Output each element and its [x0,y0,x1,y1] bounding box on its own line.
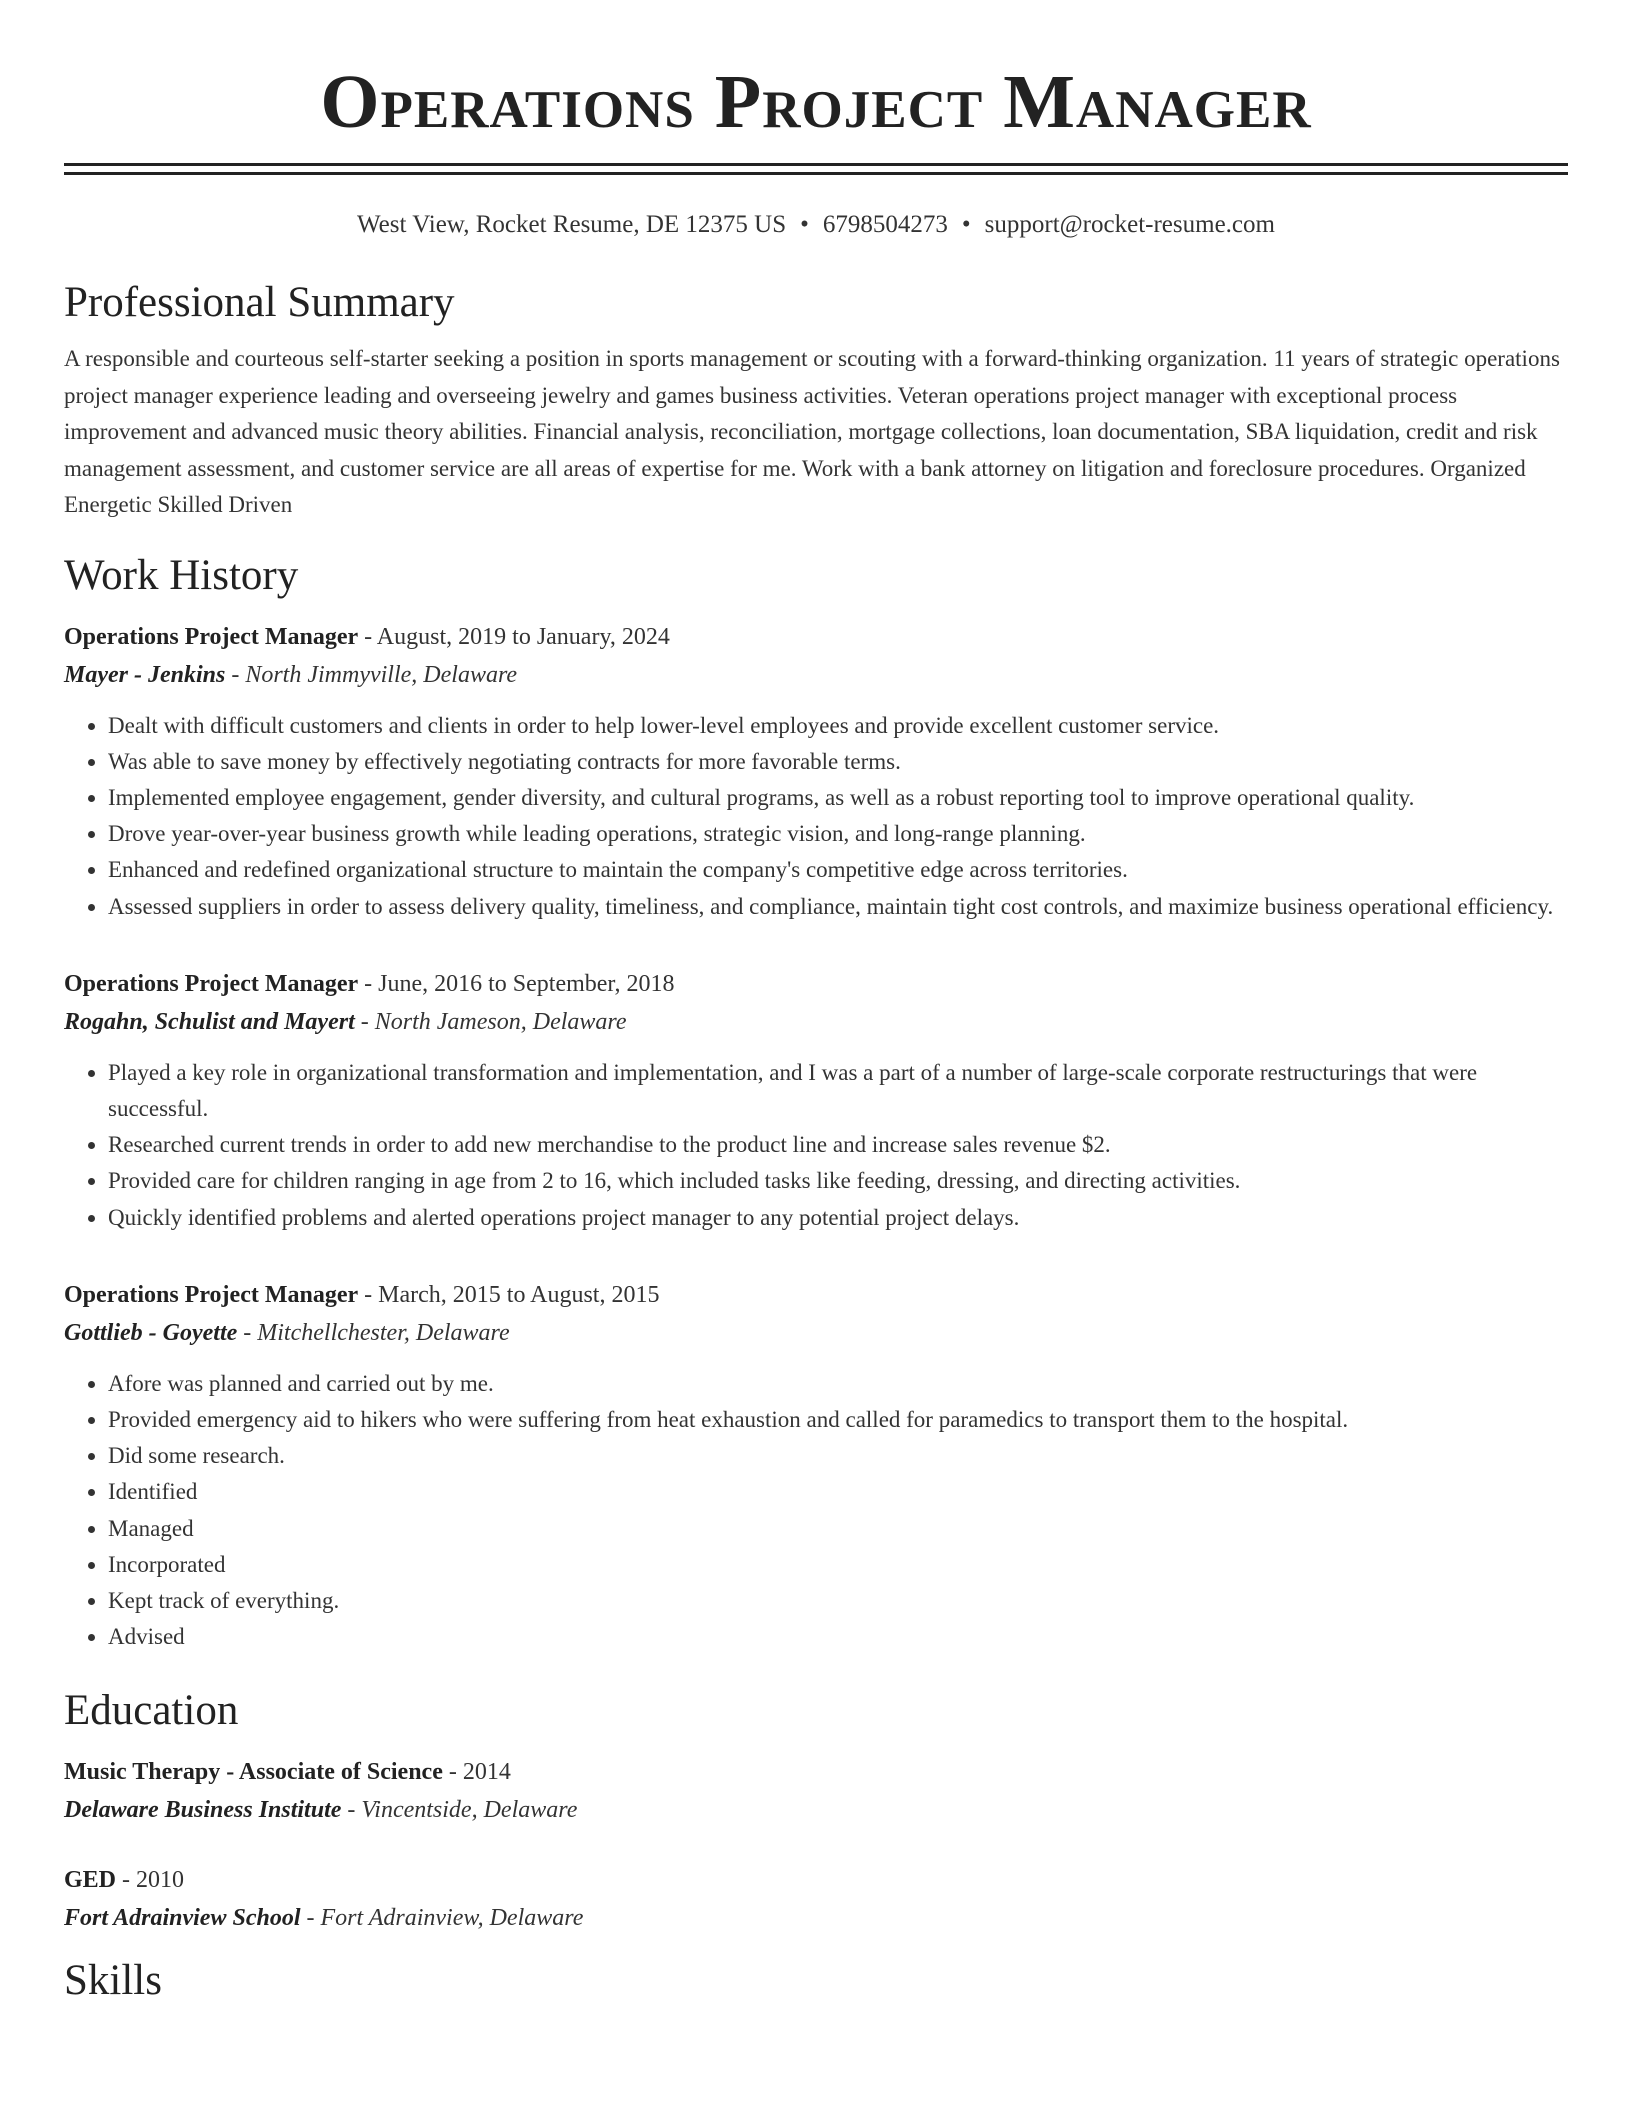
job-bullet: • Afore was planned and carried out by me. [108,1366,1568,1402]
job-bullet: • Researched current trends in order to add new merchandise to the product line and increase sales revenue $2. [108,1127,1568,1163]
education-heading: Education [64,1687,239,1735]
education-degree-line [64,1753,1568,1791]
education-entry [64,1861,1568,1937]
job-bullet: • Quickly identified problems and alerted operations project manager to any potential project delays. [108,1200,1568,1236]
work-history-heading: Work History [64,551,299,599]
job-entry [64,965,1568,1236]
contact-separator: • [800,211,809,238]
job-company: Rogahn, Schulist and Mayert [64,1008,355,1035]
contact-email: support@rocket-resume.com [984,211,1275,238]
job-role-line [64,1276,1568,1314]
job-bullet-list [64,708,1568,925]
education-year: - 2010 [116,1867,185,1894]
job-entry [64,618,1568,925]
contact-phone: 6798504273 [822,211,948,238]
skills-heading: Skills [64,1957,162,2005]
contact-separator: • [961,211,971,238]
job-company-line [64,1314,1568,1352]
education-school: Fort Adrainview School [64,1905,301,1932]
job-bullet: • Enhanced and redefined organizational structure to maintain the company's competitive edge across territories. [108,852,1568,888]
job-dates: - June, 2016 to September, 2018 [358,970,675,997]
education-school-line [64,1791,1568,1829]
contact-address: West View, Rocket Resume, DE 12375 US [357,211,787,238]
job-company-line [64,1003,1568,1041]
job-location: - North Jimmyville, Delaware [225,661,518,688]
job-bullet-list [64,1366,1568,1656]
job-dates: - March, 2015 to August, 2015 [358,1281,660,1308]
header-divider-bottom [64,172,1568,175]
job-bullet: • Provided emergency aid to hikers who were suffering from heat exhaustion and called for paramedics to transport them to the hospital. [108,1402,1568,1438]
job-entry [64,1276,1568,1656]
job-bullet: • Implemented employee engagement, gender diversity, and cultural programs, as well as a robust reporting tool to improve operational quality. [108,780,1568,816]
job-location: - North Jameson, Delaware [354,1008,627,1035]
job-bullet: • Identified [108,1474,1568,1510]
education-location: - Fort Adrainview, Delaware [300,1905,584,1932]
job-bullet: • Managed [108,1511,1568,1547]
job-role-line [64,618,1568,656]
job-bullet: • Advised [108,1619,1568,1655]
job-company: Gottlieb - Goyette [64,1319,238,1346]
job-bullet: • Was able to save money by effectively negotiating contracts for more favorable terms. [108,744,1568,780]
job-bullet: • Dealt with difficult customers and clients in order to help lower-level employees and provide excellent customer service. [108,708,1568,744]
education-degree-line [64,1861,1568,1899]
job-bullet: • Did some research. [108,1438,1568,1474]
job-company-line [64,656,1568,694]
job-dates: - August, 2019 to January, 2024 [358,623,670,650]
job-bullet: • Assessed suppliers in order to assess delivery quality, timeliness, and compliance, maintain tight cost controls, and maximize business operational efficiency. [108,889,1568,925]
job-location: - Mitchellchester, Delaware [237,1319,510,1346]
resume-name-heading: Operations Project Manager [320,60,1312,144]
summary-heading: Professional Summary [64,279,455,326]
job-role: Operations Project Manager [64,970,359,997]
job-role: Operations Project Manager [64,1281,359,1308]
job-role-line [64,965,1568,1003]
education-year: - 2014 [442,1759,511,1786]
job-bullet: • Drove year-over-year business growth while leading operations, strategic vision, and long-range planning. [108,816,1568,852]
job-role: Operations Project Manager [64,623,359,650]
education-location: - Vincentside, Delaware [341,1797,578,1824]
job-bullet: • Played a key role in organizational transformation and implementation, and I was a part of a number of large-scale corporate restructurings that were successful. [108,1055,1568,1127]
contact-line [64,209,1568,241]
job-bullet: • Provided care for children ranging in age from 2 to 16, which included tasks like feeding, dressing, and directing activities. [108,1163,1568,1199]
job-bullet: • Incorporated [108,1547,1568,1583]
summary-text: A responsible and courteous self-starter seeking a position in sports management or scouting with a forward-thinking organization. 11 years of strategic operations project manager experience leading and overseeing jewelry and games business activities. Veteran operations project manager with exceptional process improvement and advanced music theory abilities. Financial analysis, reconciliation, mortgage collections, loan documentation, SBA liquidation, credit and risk management assessment, and customer service are all areas of expertise for me. Work with a bank attorney on litigation and foreclosure procedures. Organized Energetic Skilled Driven [64,346,1560,517]
education-degree: GED [64,1867,117,1894]
education-entry [64,1753,1568,1829]
header-divider-top [64,163,1568,166]
job-bullet: • Kept track of everything. [108,1583,1568,1619]
education-degree: Music Therapy - Associate of Science [64,1759,443,1786]
education-school-line [64,1899,1568,1937]
education-school: Delaware Business Institute [64,1797,342,1824]
job-bullet-list [64,1055,1568,1236]
job-company: Mayer - Jenkins [64,661,226,688]
